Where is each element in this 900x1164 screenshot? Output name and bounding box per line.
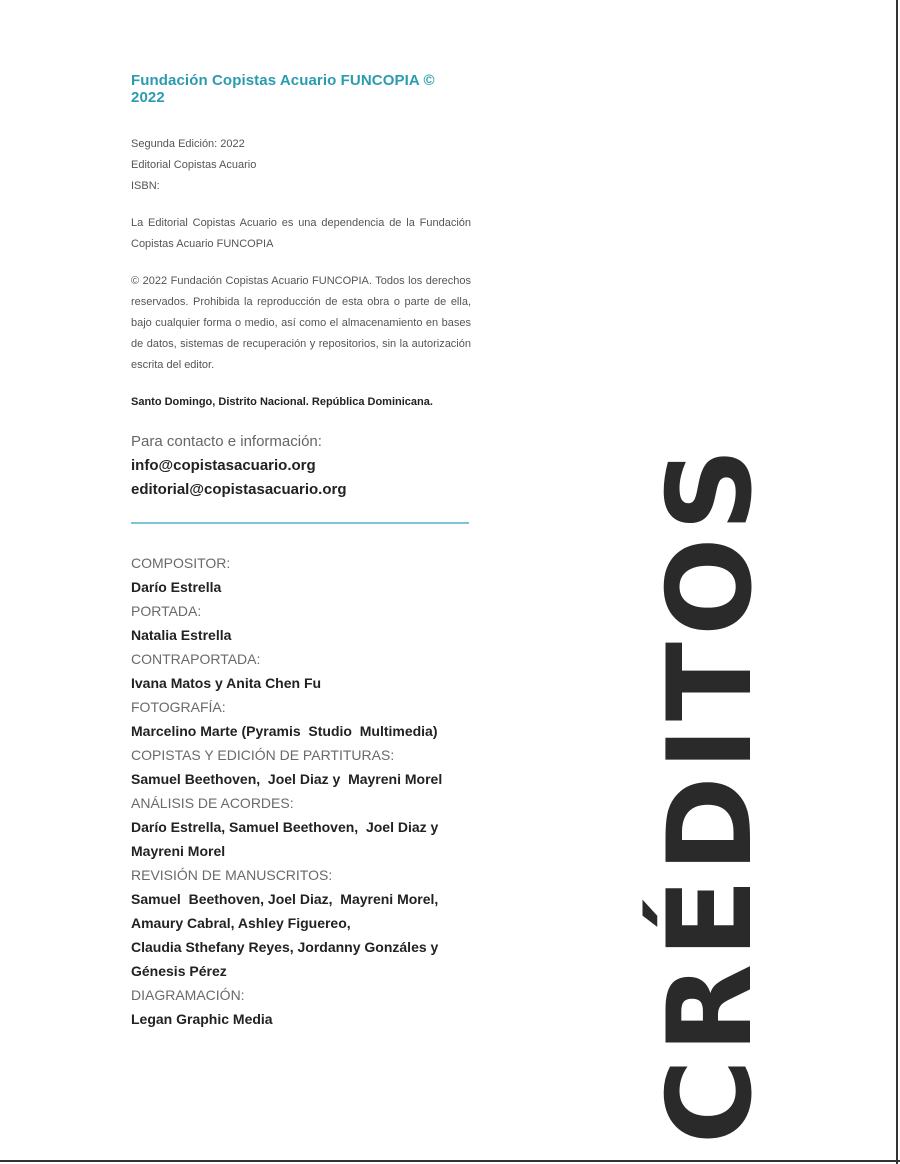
- isbn-line: ISBN:: [131, 180, 160, 192]
- cover-name: Natalia Estrella: [131, 627, 232, 643]
- layout-role: DIAGRAMACIÓN:: [131, 987, 245, 1003]
- composer-role: COMPOSITOR:: [131, 555, 231, 571]
- review-name-line-4: Génesis Pérez: [131, 963, 227, 979]
- layout-name: Legan Graphic Media: [131, 1011, 273, 1027]
- contact-block: [131, 430, 471, 502]
- divider-rule: [131, 522, 469, 524]
- chords-role: ANÁLISIS DE ACORDES:: [131, 795, 294, 811]
- copyists-name: Samuel Beethoven, Joel Diaz y Mayreni Morel: [131, 771, 443, 787]
- photo-name: Marcelino Marte (Pyramis Studio Multimedia): [131, 723, 438, 739]
- copyright-paragraph: © 2022 Fundación Copistas Acuario FUNCOPIA. Todos los derechos reservados. Prohibida la reproducción de esta obra o parte de ella, bajo cualquier forma o medio, así como el almacenamiento en bases de datos, sistemas de recuperación y repositorios, sin la autorización escrita del editor.: [131, 275, 471, 371]
- info-email-link[interactable]: info@copistasacuario.org: [131, 457, 316, 474]
- bottom-border: [0, 1160, 900, 1162]
- chords-name-line-2: Mayreni Morel: [131, 843, 226, 859]
- location-line: Santo Domingo, Distrito Nacional. República Dominicana.: [131, 396, 433, 408]
- contact-label: Para contacto e información:: [131, 433, 322, 450]
- backcover-name: Ivana Matos y Anita Chen Fu: [131, 675, 322, 691]
- composer-name: Darío Estrella: [131, 579, 222, 595]
- review-name-line-2: Amaury Cabral, Ashley Figuereo,: [131, 915, 351, 931]
- copyists-role: COPISTAS Y EDICIÓN DE PARTITURAS:: [131, 747, 395, 763]
- backcover-role: CONTRAPORTADA:: [131, 651, 261, 667]
- cover-role: PORTADA:: [131, 603, 202, 619]
- dependency-paragraph: La Editorial Copistas Acuario es una dependencia de la Fundación Copistas Acuario FUNCOPIA: [131, 217, 471, 250]
- edition-line: Segunda Edición: 2022: [131, 138, 245, 150]
- right-border: [896, 0, 898, 1164]
- edition-info: [131, 134, 471, 197]
- chords-name-line-1: Darío Estrella, Samuel Beethoven, Joel Diaz y: [131, 819, 439, 835]
- review-name-line-1: Samuel Beethoven, Joel Diaz, Mayreni Morel,: [131, 891, 439, 907]
- editorial-email-link[interactable]: editorial@copistasacuario.org: [131, 481, 347, 498]
- vertical-title-wrap: [643, 441, 778, 1145]
- photo-role: FOTOGRAFÍA:: [131, 699, 226, 715]
- left-column: [131, 72, 471, 1031]
- review-name-line-3: Claudia Sthefany Reyes, Jordanny Gonzáles y: [131, 939, 439, 955]
- review-role: REVISIÓN DE MANUSCRITOS:: [131, 867, 333, 883]
- org-title: Fundación Copistas Acuario FUNCOPIA © 2022: [131, 72, 435, 106]
- vertical-title: CRÉDITOS: [643, 441, 778, 1145]
- credits-list: [131, 551, 471, 1031]
- publisher-line: Editorial Copistas Acuario: [131, 159, 257, 171]
